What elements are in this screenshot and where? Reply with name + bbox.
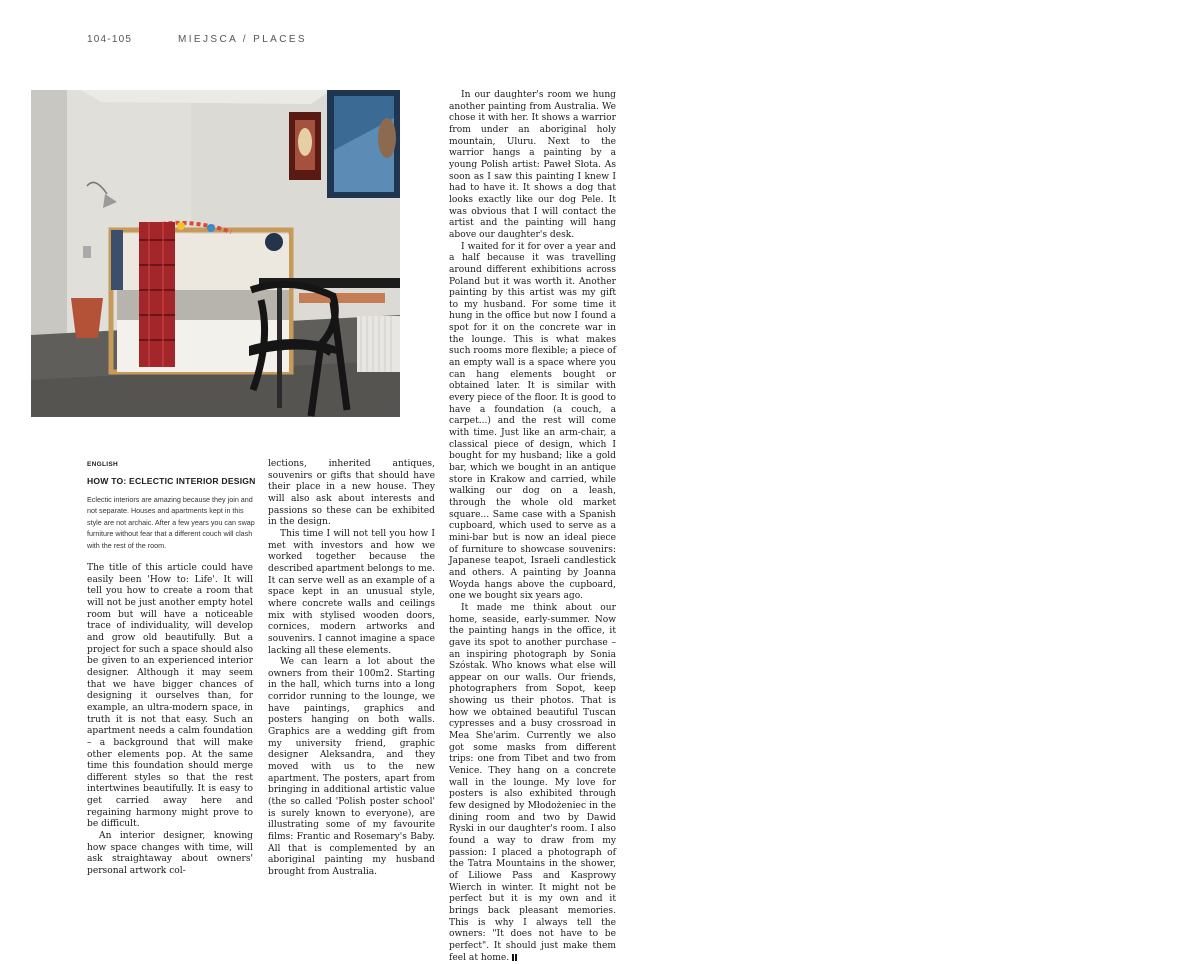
body-paragraph: We can learn a lot about the owners from their 100m2. Starting in the hall, which turns into a long corridor running to the lounge, we have paintings, graphics and posters hanging on both walls. Graphics are a wedding gift from my university friend, graphic designer Aleksandra, and they moved with us to the new apartment. The posters, apart from bringing in additional artistic value (the so called 'Polish poster school' is surely known to everyone), are illustrating some of my favourite films: Frantic and Rosemary's Baby. All that is complemented by an aboriginal painting my husband brought from Australia. — [268, 657, 435, 877]
article-headline: HOW TO: ECLECTIC INTERIOR DESIGN — [87, 476, 256, 486]
body-paragraph-text: It made me think about our home, seaside, early-summer. Now the painting hangs in the office, it gave its spot to another purchase – an inspiring photograph by Sonia Szóstak. Who knows what else will appear on our walls. Our friends, photographers from Sopot, keep showing us their photos. That is how we obtained beautiful Tuscan cypresses and a busy crossroad in Mea She'arim. Currently we also got some masks from different trips: one from Tibet and two from Venice. They hang on a concrete wall in the lounge. My love for posters is also exhibited through few designed by Młodożeniec in the dining room and two by Dawid Ryski in our daughter's room. I also found a way to draw from my passion: I placed a photograph of the Tatra Mountains in the shower, of Liliowe Pass and Kasprowy Wierch in winter. It might not be perfect but it is my own and it brings back pleasant memories. This is why I always tell the owners: "It does not have to be perfect". It should just make them feel at home. — [449, 602, 616, 963]
body-paragraph — [449, 603, 616, 964]
body-paragraph: This time I will not tell you how I met with investors and how we worked together because the described apartment belongs to me. It can serve well as an example of a space kept in an unusual style, where concrete walls and ceilings mix with stylised wooden doors, cornices, modern artworks and souvenirs. I cannot imagine a space lacking all these elements. — [268, 528, 435, 656]
interior-photo — [31, 90, 400, 417]
page-numbers: 104-105 — [87, 34, 133, 45]
article-lead: Eclectic interiors are amazing because they join and not separate. Houses and apartments kept in this style are not archaic. After a few years you can swap furniture without fear that a different couch will clash with the rest of the room. — [87, 495, 255, 550]
end-mark-icon — [512, 954, 517, 961]
body-column-1 — [87, 563, 253, 878]
body-paragraph: In our daughter's room we hung another painting from Australia. We chose it with her. It shows a warrior from under an aboriginal holy mountain, Uluru. Next to the warrior hangs a painting by a young Polish artist: Paweł Słota. As soon as I saw this painting I knew I had to have it. It shows a dog that looks exactly like our dog Pele. It was obvious that I will contact the artist and the painting will hang above our daughter's desk. — [449, 90, 616, 240]
body-paragraph: An interior designer, knowing how space changes with time, will ask straightaway about owners' personal artwork col- — [87, 831, 253, 877]
section-title: MIEJSCA / PLACES — [178, 34, 307, 45]
body-column-3 — [449, 90, 616, 964]
language-label: ENGLISH — [87, 461, 118, 468]
body-paragraph: I waited for it for over a year and a half because it was travelling around different exhibitions across Poland but it was worth it. Another painting by this artist was my gift to my husband. For some time it hung in the office but now I found a spot for it on the concrete war in the lounge. This is what makes such rooms more flexible; a piece of an empty wall is a space where you can hang elements bought or obtained later. It is similar with every piece of the floor. It is good to have a foundation (a couch, a carpet...) and the rest will come with time. Just like an arm-chair, a classical piece of design, which I bought for my husband; like a gold bar, which we bought in an antique store in Krakow and carried, while walking our dog on a leash, through the whole old market square... Same case with a Spanish cupboard, which used to serve as a mini-bar but is now an ideal piece of furniture to showcase souvenirs: Japanese teapot, Israeli candlestick and others. A painting by Joanna Woyda hangs above the cupboard, one we bought six years ago. — [449, 241, 616, 602]
body-column-2 — [268, 459, 435, 879]
body-paragraph: The title of this article could have easily been 'How to: Life'. It will tell you how to create a room that will not be just another empty hotel room but will have a noticeable trace of individuality, will develop and grow old beautifully. But a project for such a space should also be given to an experienced interior designer. Although it may seem that we have bigger chances of designing it ourselves than, for example, an ultra-modern space, in truth it is not that easy. Such an apartment needs a calm foundation – a background that will make other elements pop. At the same time this foundation should merge different styles so that the rest intertwines beautifully. It is easy to get carried away here and regaining harmony might prove to be difficult. — [87, 563, 253, 830]
body-paragraph: lections, inherited antiques, souvenirs or gifts that should have their place in a new house. They will also ask about interests and passions so these can be exhibited in the design. — [268, 459, 435, 528]
